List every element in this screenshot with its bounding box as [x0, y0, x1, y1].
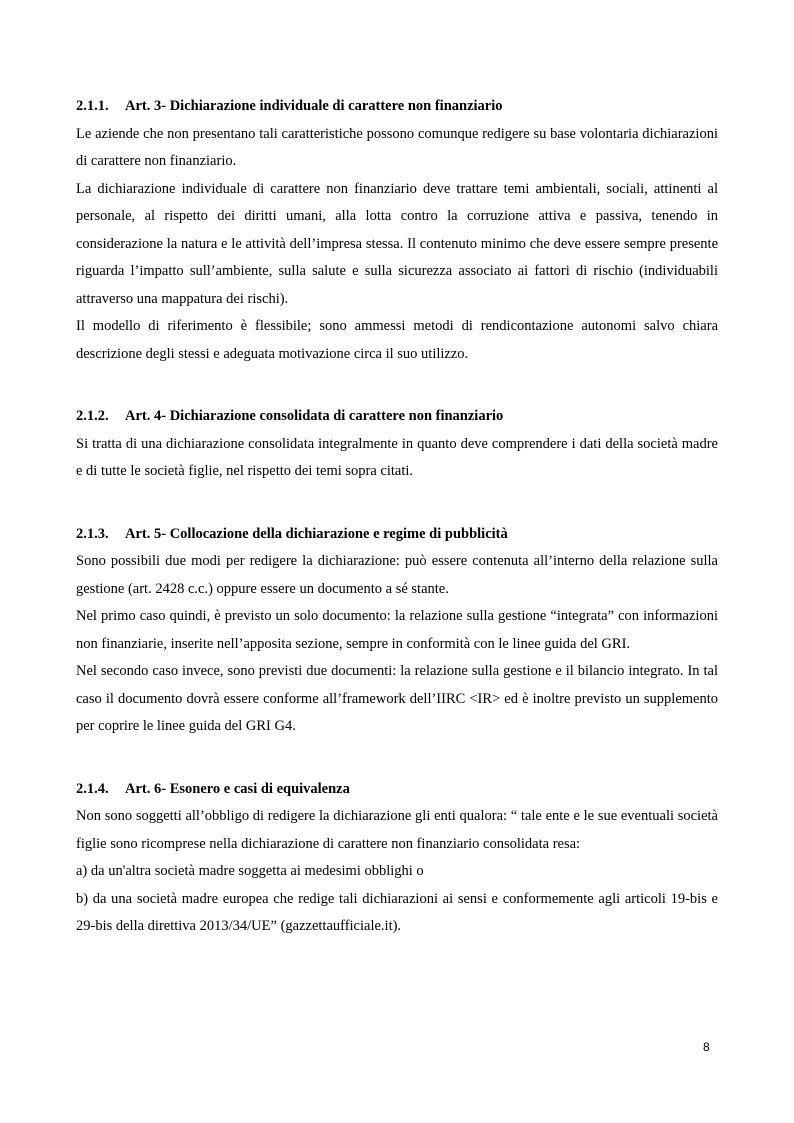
section-heading — [76, 521, 718, 549]
paragraph: Non sono soggetti all’obbligo di redigere la dichiarazione gli enti qualora: “ tale ente e le sue eventuali società figlie sono ricomprese nella dichiarazione di carattere non finanziario consolidata resa: — [76, 808, 718, 852]
paragraph: Le aziende che non presentano tali caratteristiche possono comunque redigere su base volontaria dichiarazioni di carattere non finanziario. — [76, 125, 718, 169]
section-number: 2.1.4. — [76, 780, 109, 797]
section-title: Art. 5- Collocazione della dichiarazione e regime di pubblicità — [125, 525, 508, 542]
section-2-1-1 — [76, 93, 718, 368]
page-number: 8 — [703, 1040, 710, 1054]
section-title: Art. 6- Esonero e casi di equivalenza — [125, 780, 350, 797]
paragraph: La dichiarazione individuale di carattere non finanziario deve trattare temi ambientali, sociali, attinenti al personale, al rispetto dei diritti umani, alla lotta contro la corruzione attiva e passiva, tenendo in considerazione la natura e le attività dell’impresa stessa. Il contenuto minimo che deve essere sempre presente riguarda l’impatto sull’ambiente, sulla salute e sulla sicurezza associato ai fattori di rischio (individuabili attraverso una mappatura dei rischi). — [76, 180, 718, 307]
section-title: Art. 3- Dichiarazione individuale di carattere non finanziario — [125, 98, 503, 114]
section-number: 2.1.1. — [76, 98, 109, 114]
section-heading — [76, 776, 718, 804]
paragraph: Si tratta di una dichiarazione consolidata integralmente in quanto deve comprendere i dati della società madre e di tutte le società figlie, nel rispetto dei temi sopra citati. — [76, 435, 718, 479]
document-body — [76, 93, 718, 941]
paragraph: Nel secondo caso invece, sono previsti due documenti: la relazione sulla gestione e il bilancio integrato. In tal caso il documento dovrà essere conforme all’framework dell’IIRC <IR> ed è inoltre previsto un supplemento per coprire le linee guida del GRI G4. — [76, 663, 718, 734]
section-number: 2.1.2. — [76, 408, 109, 424]
section-2-1-2 — [76, 403, 718, 486]
section-title: Art. 4- Dichiarazione consolidata di carattere non finanziario — [125, 408, 504, 424]
paragraph: Il modello di riferimento è flessibile; sono ammessi metodi di rendicontazione autonomi salvo chiara descrizione degli stessi e adeguata motivazione circa il suo utilizzo. — [76, 318, 718, 362]
section-heading — [76, 403, 718, 431]
paragraph: a) da un'altra società madre soggetta ai medesimi obblighi o — [76, 863, 424, 879]
paragraph: b) da una società madre europea che redige tali dichiarazioni ai sensi e conformemente agli articoli 19-bis e 29-bis della direttiva 2013/34/UE” (gazzettaufficiale.it). — [76, 890, 718, 934]
section-heading — [76, 93, 718, 121]
section-2-1-4 — [76, 776, 718, 941]
paragraph: Nel primo caso quindi, è previsto un solo documento: la relazione sulla gestione “integrata” con informazioni non finanziarie, inserite nell’apposita sezione, sempre in conformità con le linee guida del GRI. — [76, 608, 718, 652]
section-2-1-3 — [76, 521, 718, 741]
paragraph: Sono possibili due modi per redigere la dichiarazione: può essere contenuta all’interno della relazione sulla gestione (art. 2428 c.c.) oppure essere un documento a sé stante. — [76, 553, 718, 597]
section-number: 2.1.3. — [76, 525, 109, 542]
